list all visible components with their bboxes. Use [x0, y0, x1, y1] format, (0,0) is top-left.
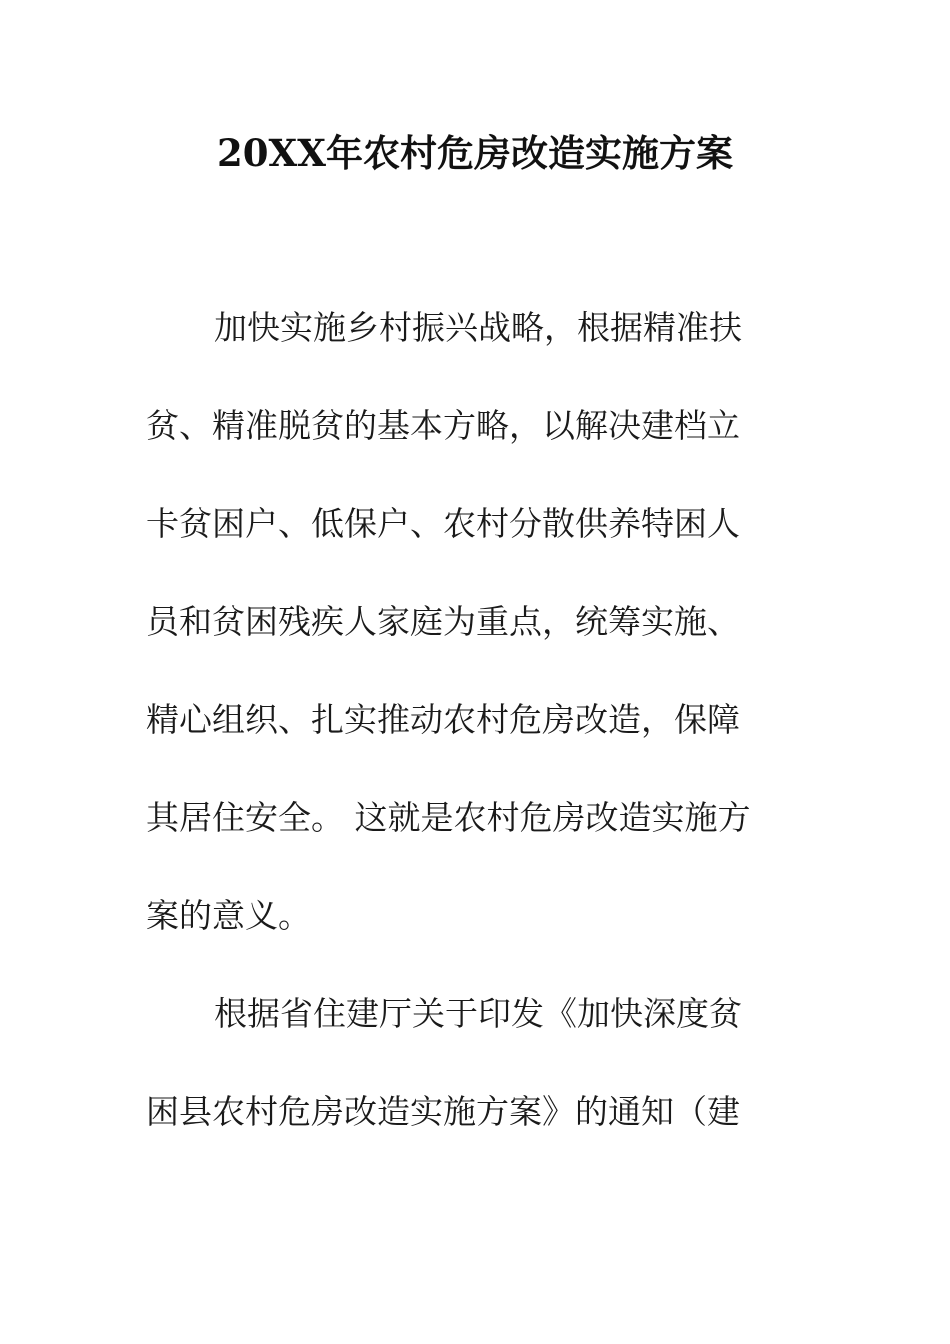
paragraph-line: 其居住安全。 这就是农村危房改造实施方	[146, 798, 751, 837]
paragraph-line: 根据省住建厅关于印发《加快深度贫	[214, 994, 742, 1033]
paragraph-line: 卡贫困户、低保户、农村分散供养特困人	[146, 504, 740, 543]
paragraph-line: 贫、精准脱贫的基本方略，以解决建档立	[146, 406, 740, 445]
paragraph-line: 员和贫困残疾人家庭为重点，统筹实施、	[146, 602, 740, 641]
paragraph-line: 困县农村危房改造实施方案》的通知（建	[146, 1092, 740, 1131]
paragraph-line: 加快实施乡村振兴战略，根据精准扶	[214, 308, 742, 347]
document-title: 20XX年农村危房改造实施方案	[217, 131, 733, 175]
paragraph-line: 精心组织、扎实推动农村危房改造，保障	[146, 700, 740, 739]
paragraph-line: 案的意义。	[146, 896, 311, 935]
